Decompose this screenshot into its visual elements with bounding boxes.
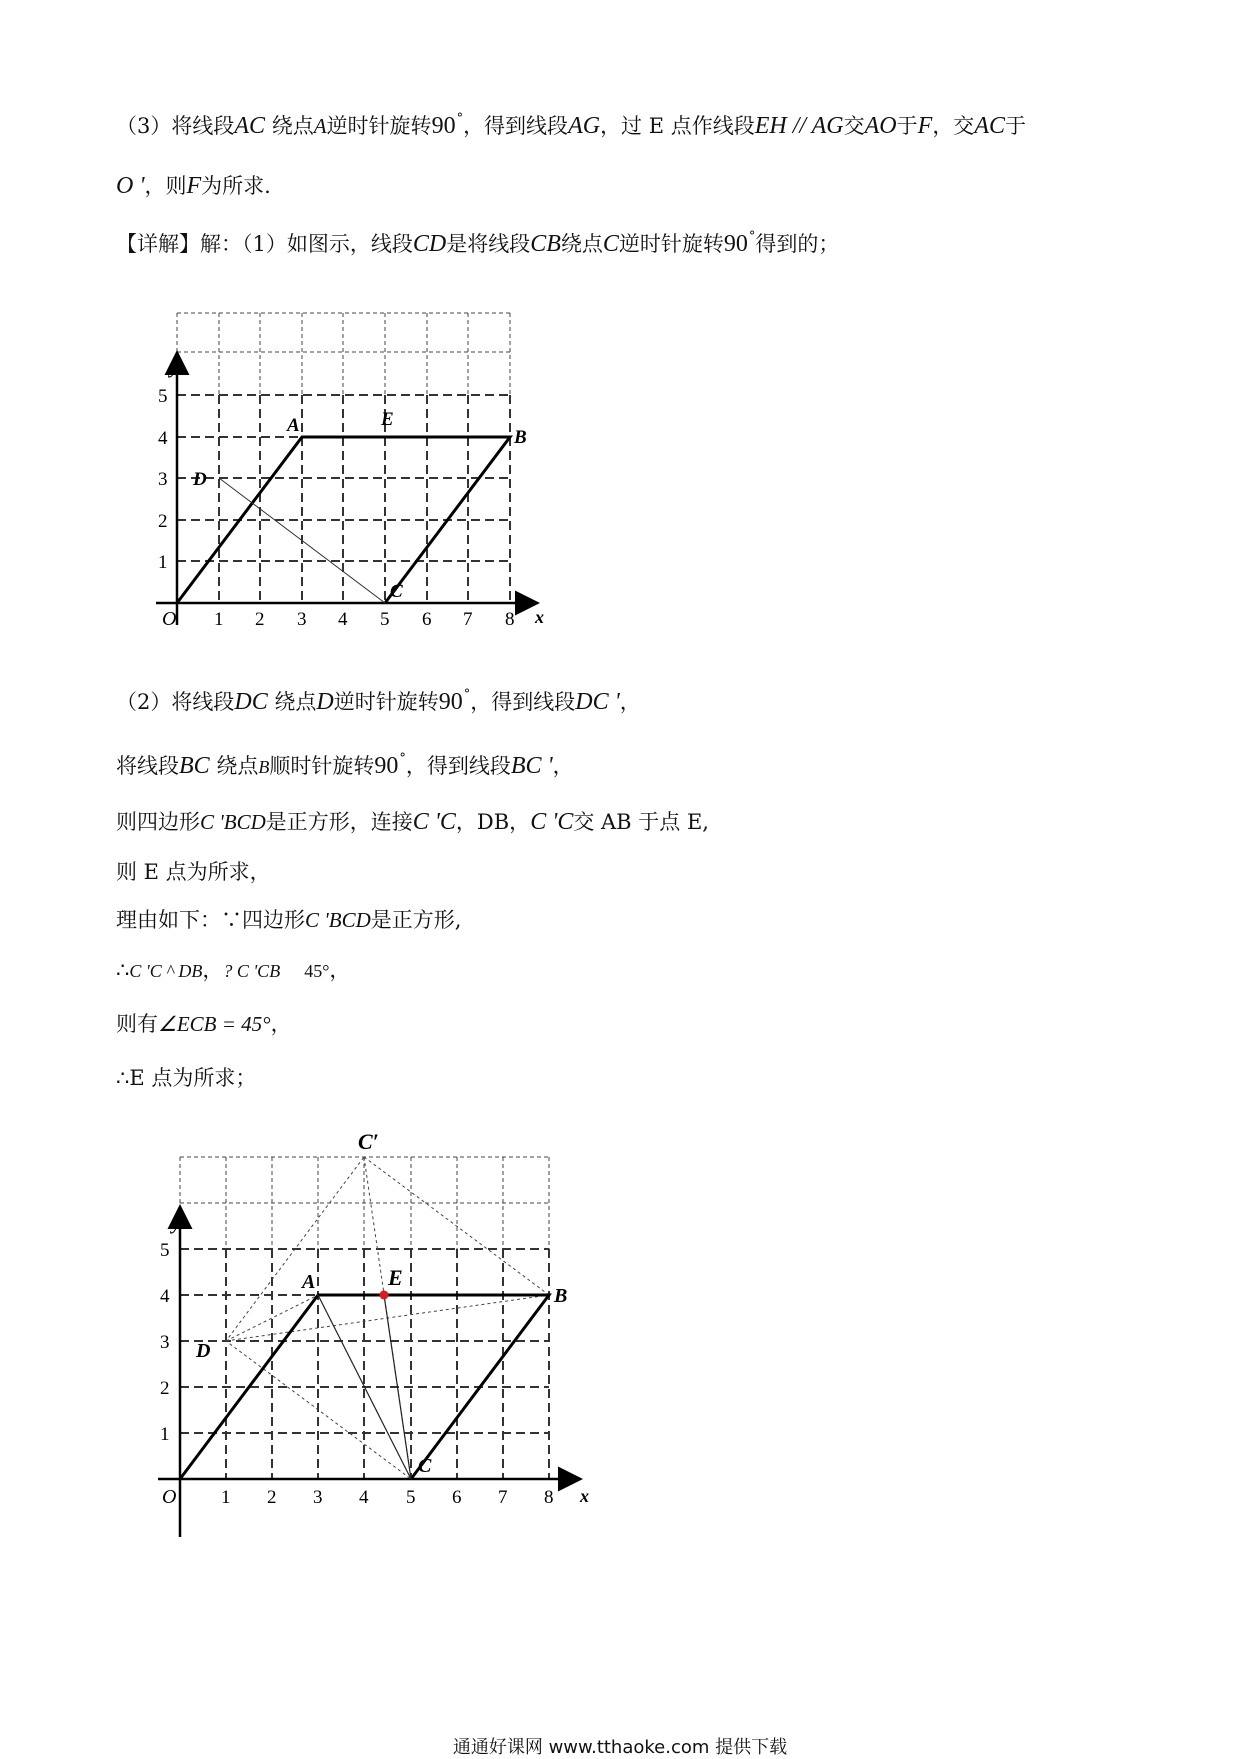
paragraph2-line4 xyxy=(116,856,271,886)
math: BC xyxy=(179,753,210,779)
math: AO xyxy=(864,113,897,139)
y-tick-labels xyxy=(158,386,168,573)
math: DC ' xyxy=(575,689,620,715)
figure1-coordinate-grid xyxy=(150,305,550,645)
math: O ' xyxy=(116,173,145,199)
text: ，得到线段 xyxy=(463,114,569,138)
math: DC xyxy=(234,689,268,715)
math: ? C 'CB xyxy=(223,961,281,981)
text: 理由如下：∵四边形 xyxy=(116,908,305,932)
text: 逆时针旋转 xyxy=(333,690,439,714)
x-tick: 5 xyxy=(406,1487,416,1508)
text: ， xyxy=(552,754,574,778)
math: BC ' xyxy=(510,753,553,779)
point-d-label: D xyxy=(193,469,207,490)
text: 则四边形 xyxy=(116,810,200,834)
point-b-label: B xyxy=(514,427,527,448)
text: ， xyxy=(329,958,351,982)
text: 是正方形, xyxy=(370,908,462,932)
text: 绕点 xyxy=(265,114,314,138)
math: AG xyxy=(568,113,601,139)
text: 得到的； xyxy=(755,232,840,256)
point-labels xyxy=(195,1129,567,1477)
text: 是将线段 xyxy=(446,232,531,256)
math: CD xyxy=(412,231,447,257)
paragraph2-line2 xyxy=(116,750,574,780)
origin-label: O xyxy=(162,608,177,630)
math: AC xyxy=(234,113,266,139)
y-axis-label: y xyxy=(172,1212,181,1234)
x-tick: 3 xyxy=(297,609,307,630)
y-tick: 1 xyxy=(158,552,168,573)
text: 交 xyxy=(843,114,865,138)
x-tick: 5 xyxy=(380,609,390,630)
upper-thin-grid xyxy=(177,313,510,395)
x-tick: 8 xyxy=(505,609,515,630)
text: 是正方形，连接 xyxy=(265,810,413,834)
paragraph3-line1 xyxy=(116,110,1026,140)
point-a-label: A xyxy=(287,415,300,436)
point-e-label: E xyxy=(381,409,394,430)
text: ，交 xyxy=(932,114,975,138)
text: ，DB， xyxy=(455,810,531,834)
x-tick: 6 xyxy=(452,1487,462,1508)
text: 绕点 xyxy=(209,754,259,778)
text: ∴ xyxy=(116,958,130,982)
text: 于 xyxy=(1004,114,1026,138)
math: A xyxy=(313,114,327,138)
upper-thin-grid xyxy=(180,1157,549,1249)
point-c-label: C xyxy=(418,1455,432,1477)
text: 逆时针旋转 xyxy=(618,232,724,256)
y-tick: 2 xyxy=(158,511,168,532)
degree: ° xyxy=(456,111,464,126)
text: 为所求. xyxy=(201,174,271,198)
degree: ° xyxy=(748,229,756,244)
text: ， xyxy=(202,958,224,982)
text: ， xyxy=(619,690,641,714)
math: D xyxy=(316,689,334,715)
text: 绕点 xyxy=(267,690,317,714)
math: ∠ECB = 45° xyxy=(158,1012,271,1036)
math: 45° xyxy=(304,961,330,981)
text: 绕点 xyxy=(560,232,603,256)
math: 90 xyxy=(374,753,399,779)
math: F xyxy=(917,113,933,139)
y-tick: 3 xyxy=(158,469,168,490)
text: 则 E 点为所求， xyxy=(116,860,271,884)
x-tick: 8 xyxy=(544,1487,554,1508)
x-tick: 2 xyxy=(267,1487,277,1508)
paragraph2-line3 xyxy=(116,806,709,836)
paragraph2-line1 xyxy=(116,686,641,716)
x-tick: 4 xyxy=(338,609,348,630)
text: ∴E 点为所求； xyxy=(116,1066,257,1090)
x-tick: 6 xyxy=(422,609,432,630)
paragraph3-line2 xyxy=(116,170,271,200)
y-tick: 5 xyxy=(158,386,168,407)
math: B xyxy=(258,757,270,777)
degree: ° xyxy=(399,751,406,766)
x-tick-labels xyxy=(221,1487,554,1508)
math: C 'C xyxy=(530,809,574,835)
degree: ° xyxy=(463,687,471,702)
math: C 'C ^ DB xyxy=(129,961,203,981)
text: 交 AB 于点 E, xyxy=(573,810,709,834)
math: C 'BCD xyxy=(200,810,266,834)
page-footer: 通通好课网 www.tthaoke.com 提供下载 xyxy=(452,1737,788,1758)
text: ，则 xyxy=(144,174,187,198)
math: EH // AG xyxy=(754,113,844,139)
math: C xyxy=(602,231,619,257)
x-tick: 1 xyxy=(214,609,224,630)
point-e-label: E xyxy=(388,1265,403,1290)
paragraph2-line5 xyxy=(116,904,461,934)
origin-label: O xyxy=(162,1486,177,1508)
point-a-label: A xyxy=(302,1271,316,1293)
y-tick: 4 xyxy=(158,428,168,449)
x-tick: 3 xyxy=(313,1487,323,1508)
math: C 'C xyxy=(412,809,456,835)
paragraph2-line7 xyxy=(116,1008,292,1038)
figure2-coordinate-grid xyxy=(150,1125,600,1545)
math: AC xyxy=(974,113,1005,139)
x-tick: 2 xyxy=(255,609,265,630)
text: 将线段 xyxy=(116,754,179,778)
y-tick: 2 xyxy=(160,1378,170,1399)
y-axis-label: y xyxy=(170,356,179,378)
x-axis-label: x xyxy=(535,607,544,627)
x-axis-label: x xyxy=(580,1486,589,1506)
text: ，得到线段 xyxy=(405,754,511,778)
text: 于 xyxy=(896,114,918,138)
detail-line xyxy=(116,228,839,258)
math: CB xyxy=(530,231,561,257)
text: （2）将线段 xyxy=(116,690,235,714)
math: C 'BCD xyxy=(305,908,371,932)
math: 90 xyxy=(438,689,463,715)
point-c-label: C xyxy=(390,581,403,602)
x-tick-labels xyxy=(214,609,515,630)
point-cprime-label: C′ xyxy=(358,1129,379,1154)
text: 逆时针旋转 xyxy=(326,114,432,138)
text: 顺时针旋转 xyxy=(269,754,375,778)
y-tick-labels xyxy=(160,1240,170,1445)
y-tick: 4 xyxy=(160,1286,170,1307)
x-tick: 1 xyxy=(221,1487,231,1508)
y-tick: 3 xyxy=(160,1332,170,1353)
x-tick: 4 xyxy=(359,1487,369,1508)
paragraph2-line8 xyxy=(116,1062,256,1092)
paragraph2-line6 xyxy=(116,954,350,984)
y-tick: 1 xyxy=(160,1424,170,1445)
text: ，得到线段 xyxy=(470,690,576,714)
point-e-marker xyxy=(380,1291,389,1300)
math: 90 xyxy=(431,113,456,139)
math: 90 xyxy=(723,231,748,257)
point-d-label: D xyxy=(196,1340,211,1362)
y-tick: 5 xyxy=(160,1240,170,1261)
math: F xyxy=(186,173,202,199)
text: 【详解】解：（1）如图示，线段 xyxy=(116,232,413,256)
x-tick: 7 xyxy=(498,1487,508,1508)
point-b-label: B xyxy=(554,1285,568,1307)
text: ，过 E 点作线段 xyxy=(600,114,755,138)
text: ， xyxy=(270,1012,292,1036)
x-tick: 7 xyxy=(463,609,473,630)
text: 则有 xyxy=(116,1012,158,1036)
text: （3）将线段 xyxy=(116,114,235,138)
